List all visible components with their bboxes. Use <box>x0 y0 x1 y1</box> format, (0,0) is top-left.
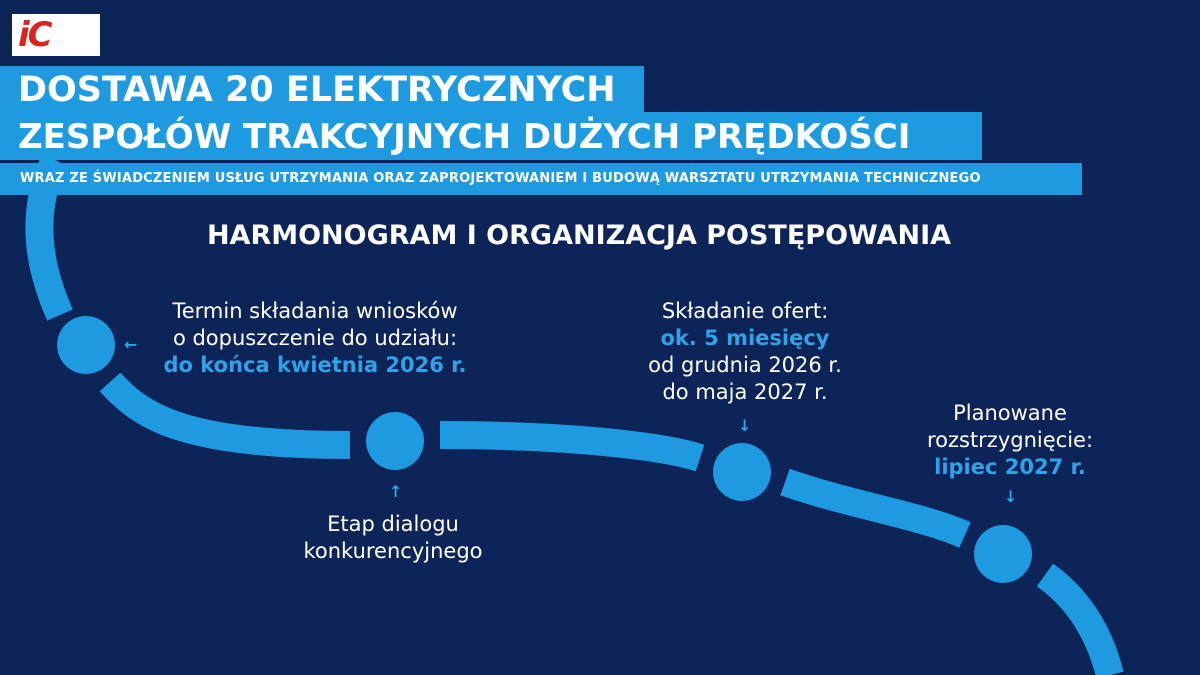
subtitle: WRAZ ZE ŚWIADCZENIEM USŁUG UTRZYMANIA ORAZ ZAPROJEKTOWANIEM I BUDOWĄ WARSZTATU UTRZYMANIA TECHNICZNEGO <box>20 171 981 186</box>
milestone-dot-3 <box>713 443 771 501</box>
logo-mark: iC <box>18 15 51 55</box>
milestone-text: rozstrzygnięcie: <box>926 428 1094 452</box>
track-segment <box>1045 575 1110 675</box>
arrow-down-icon: ↓ <box>1004 487 1018 506</box>
milestone-label-2 <box>258 511 528 565</box>
title-band-2 <box>0 112 982 160</box>
arrow-down-icon: ↓ <box>738 416 752 435</box>
milestone-text: od grudnia 2026 r. <box>648 353 842 377</box>
subtitle-band <box>0 163 1082 195</box>
milestone-text: konkurencyjnego <box>303 539 483 563</box>
milestone-date: lipiec 2027 r. <box>934 455 1086 479</box>
milestone-text: o dopuszczenie do udziału: <box>172 326 458 350</box>
track-segment <box>440 435 700 458</box>
title-line-1: DOSTAWA 20 ELEKTRYCZNYCH <box>18 70 616 110</box>
track-segment <box>110 382 350 445</box>
track-segment <box>785 482 965 535</box>
milestone-dot-2 <box>366 412 424 470</box>
intercity-logo <box>12 14 100 56</box>
milestone-label-3 <box>590 298 900 406</box>
title-band-1 <box>0 66 644 112</box>
milestone-label-4 <box>900 400 1120 481</box>
milestone-dot-4 <box>974 525 1032 583</box>
milestone-date: do końca kwietnia 2026 r. <box>163 353 467 377</box>
milestone-text: Etap dialogu <box>327 512 459 536</box>
title-line-2: ZESPOŁÓW TRAKCYJNYCH DUŻYCH PRĘDKOŚCI <box>18 117 911 157</box>
milestone-text: Składanie ofert: <box>661 299 829 323</box>
milestone-label-1 <box>140 298 490 379</box>
section-title: HARMONOGRAM I ORGANIZACJA POSTĘPOWANIA <box>206 220 952 251</box>
milestone-text: Termin składania wniosków <box>172 299 458 323</box>
milestone-text: Planowane <box>953 401 1067 425</box>
milestone-dot-1 <box>57 316 115 374</box>
arrow-up-icon: ↑ <box>389 482 403 501</box>
milestone-text: do maja 2027 r. <box>662 380 828 404</box>
arrow-left-icon: ← <box>124 335 138 354</box>
milestone-duration: ok. 5 miesięcy <box>660 326 830 350</box>
